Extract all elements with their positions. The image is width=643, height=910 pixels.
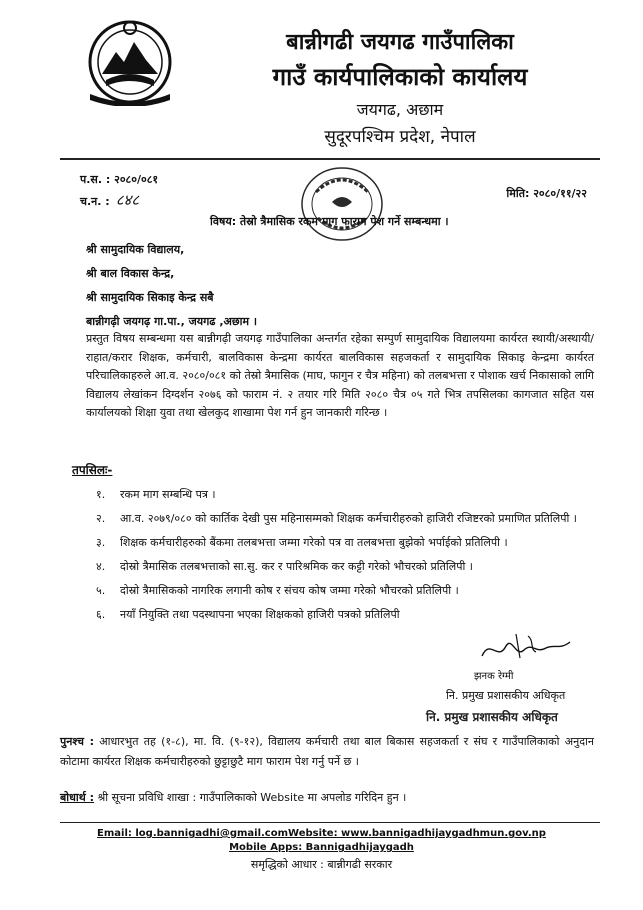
cc-note [60, 790, 406, 805]
header-divider [60, 158, 600, 160]
list-item [96, 606, 596, 624]
list-item-number: २. [96, 512, 106, 525]
addressee-line: श्री सामुदायिक विद्यालय, [86, 243, 185, 256]
dispatch-number-label: च.न. : [80, 195, 110, 208]
addressee-line: बान्नीगढ़ी जयगढ़ गा.पा., जयगढ ,अछाम । [86, 315, 258, 328]
office-seal-stamp [296, 162, 388, 246]
list-item-number: ३. [96, 536, 106, 549]
nepal-emblem-logo [86, 14, 174, 106]
header-municipality-name: बान्नीगढी जयगढ गाउँपालिका [286, 30, 514, 55]
list-item-text: दोस्रो त्रैमासिक तलबभत्ताको सा.सु. कर र पारिश्रमिक कर कट्टी गरेको भौचरको प्रतिलिपी । [120, 560, 473, 573]
list-item [96, 510, 596, 528]
letter-subject: विषय: तेस्रो त्रैमासिक रकम माग फाराम पेश गर्ने सम्बन्धमा । [210, 215, 449, 228]
signatory-name: झनक रेग्मी [474, 671, 514, 682]
enclosures-list [96, 486, 596, 630]
list-item [96, 582, 596, 600]
list-item-text: आ.व. २०७९/०८० को कार्तिक देखी पुस महिनासम्मको शिक्षक कर्मचारीहरुको हाजिरी रजिष्टरको प्रमाणित प्रतिलिपी । [120, 512, 577, 525]
list-item [96, 558, 596, 576]
addressee-line: श्री सामुदायिक सिकाइ केन्द्र सबै [86, 291, 214, 304]
list-item-text: रकम माग सम्बन्धि पत्र । [120, 488, 216, 501]
header-location: जयगढ, अछाम [356, 100, 444, 119]
list-item [96, 534, 596, 552]
letter-date: मिति: २०८०/११/२२ [506, 187, 587, 200]
list-item-number: १. [96, 488, 106, 501]
letter-ref-number: प.स. : २०८०/०८१ [80, 173, 159, 186]
list-item-text: शिक्षक कर्मचारीहरुको बैंकमा तलबभत्ता जम्मा गरेको पत्र वा तलबभत्ता बुझेको भर्पाईको प्रतिलिपी । [120, 536, 508, 549]
list-item [96, 486, 596, 504]
signatory-stamp: नि. प्रमुख प्रशासकीय अधिकृत [426, 710, 558, 724]
cc-text: श्री सूचना प्रविधि शाखा : गाउँपालिकाको Website मा अपलोड गरिदिन हुन । [97, 791, 407, 804]
footer-mobile-apps: Mobile Apps: Bannigadhijaygadh [229, 842, 414, 853]
list-item-number: ४. [96, 560, 106, 573]
list-item-number: ५. [96, 584, 106, 597]
dispatch-number-value: ८४८ [115, 191, 140, 209]
footer-motto: समृद्धिको आधार : बान्नीगढी सरकार [250, 858, 393, 871]
enclosures-heading: तपसिलः- [72, 463, 113, 477]
body-paragraph: प्रस्तुत विषय सम्बन्धमा यस बान्नीगढ़ी जयगढ़ गाउँपालिका अन्तर्गत रहेका सम्पुर्ण सामुदायिक विद्यालयमा कार्यरत स्थायी/अस्थायी/राहात/करार शिक्षक, कर्मचारी, बालविकास केन्द्रमा कार्यरत बालविकास सहजकर्ता र सामुदायिक सिकाइ केन्द्रमा कार्यरत परिचालिकाहरुले आ.व. २०८०/०८१ को तेस्रो त्रैमासिक (माघ, फागुन र चैत्र महिना) को तलबभत्ता र पोशाक खर्च निकासाको लागि विद्यालय लेखांकन दिग्दर्शन २०७६ को फाराम नं. २ तयार गरि मिति २०८० चैत्र ०५ गते भित्र तपसिलका कागजात सहित यस कार्यालयको शिक्षा युवा तथा खेलकुद शाखामा पेश गर्न हुन जानकारी गरिन्छ । [86, 332, 594, 419]
handwritten-signature [476, 628, 576, 668]
list-item-number: ६. [96, 608, 106, 621]
footer-contact: Email: log.bannigadhi@gmail.comWebsite: www.bannigadhijaygadhmun.gov.np [97, 828, 546, 839]
postscript-text: आधारभुत तह (१-८), मा. वि. (९-१२), विद्यालय कर्मचारी तथा बाल बिकास सहजकर्ता र संघ र गाउँपालिकाको अनुदान कोटामा कार्यरत शिक्षक कर्मचारीहरुको छुट्टाछुटै माग फाराम पेश गर्नु पर्ने छ । [60, 735, 594, 768]
header-office-name: गाउँ कार्यपालिकाको कार्यालय [272, 63, 528, 91]
list-item-text: नयाँ नियुक्ति तथा पदस्थापना भएका शिक्षकको हाजिरी पत्रको प्रतिलिपी [120, 608, 400, 621]
footer-divider [60, 822, 600, 823]
list-item-text: दोस्रो त्रैमासिकको नागरिक लगानी कोष र संचय कोष जम्मा गरेको भौचरको प्रतिलिपी । [120, 584, 459, 597]
addressee-line: श्री बाल विकास केन्द्र, [86, 267, 175, 280]
header-province: सुदूरपश्चिम प्रदेश, नेपाल [324, 127, 476, 147]
signatory-title: नि. प्रमुख प्रशासकीय अधिकृत [446, 689, 566, 702]
cc-label: बोधार्थ : [60, 791, 95, 804]
postscript-note [60, 732, 594, 772]
dispatch-number [80, 190, 139, 210]
postscript-label: पुनश्च : [60, 735, 94, 748]
